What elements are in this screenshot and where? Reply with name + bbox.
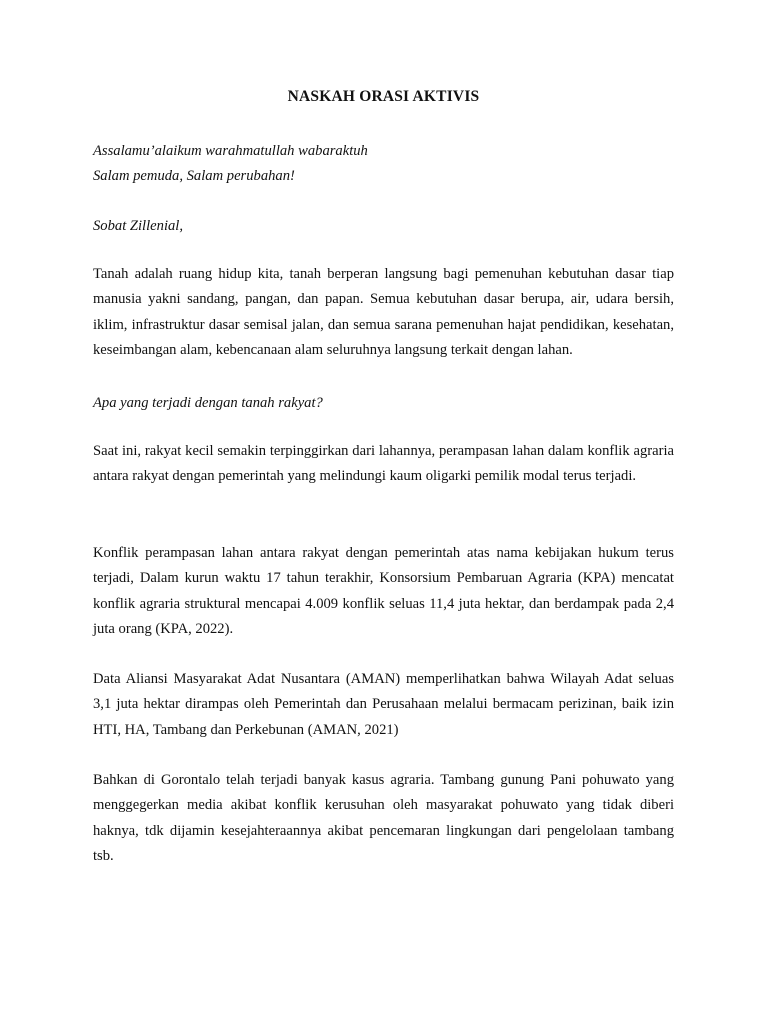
document-title: NASKAH ORASI AKTIVIS bbox=[287, 88, 480, 105]
paragraph-gorontalo-case: Bahkan di Gorontalo telah terjadi banyak kasus agraria. Tambang gunung Pani pohuwato yang menggegerkan media akibat konflik kerusuhan oleh masyarakat pohuwato yang tidak diberi haknya, tdk dijamin kesejahteraannya akibat pencemaran lingkungan dari pengelolaan tambang tsb. bbox=[93, 772, 674, 865]
paragraph-land-as-living-space: Tanah adalah ruang hidup kita, tanah berperan langsung bagi pemenuhan kebutuhan dasar tiap manusia yakni sandang, pangan, dan papan. Semua kebutuhan dasar berupa, air, udara bersih, iklim, infrastruktur dasar semisal jalan, dan semua sarana pemenuhan hajat pendidikan, kesehatan, keseimbangan alam, kebencanaan alam seluruhnya langsung terkait dengan lahan. bbox=[93, 266, 674, 359]
paragraph-aman-data: Data Aliansi Masyarakat Adat Nusantara (AMAN) memperlihatkan bahwa Wilayah Adat seluas 3,1 juta hektar dirampas oleh Pemerintah dan Perusahaan melalui bermacam perizinan, baik izin HTI, HA, Tambang dan Perkebunan (AMAN, 2021) bbox=[93, 671, 674, 738]
paragraph-current-situation: Saat ini, rakyat kecil semakin terpinggirkan dari lahannya, perampasan lahan dalam konflik agraria antara rakyat dengan pemerintah yang melindungi kaum oligarki pemilik modal terus terjadi. bbox=[93, 443, 674, 485]
address-line: Sobat Zillenial, bbox=[93, 218, 183, 234]
greeting-line-2: Salam pemuda, Salam perubahan! bbox=[93, 168, 295, 184]
question-line: Apa yang terjadi dengan tanah rakyat? bbox=[93, 395, 323, 411]
paragraph-kpa-data: Konflik perampasan lahan antara rakyat dengan pemerintah atas nama kebijakan hukum terus terjadi, Dalam kurun waktu 17 tahun terakhir, Konsorsium Pembaruan Agraria (KPA) mencatat konflik agraria struktural mencapai 4.009 konflik seluas 11,4 juta hektar, dan berdampak pada 2,4 juta orang (KPA, 2022). bbox=[93, 545, 674, 638]
greeting-line-1: Assalamu’alaikum warahmatullah wabaraktuh bbox=[93, 143, 368, 159]
